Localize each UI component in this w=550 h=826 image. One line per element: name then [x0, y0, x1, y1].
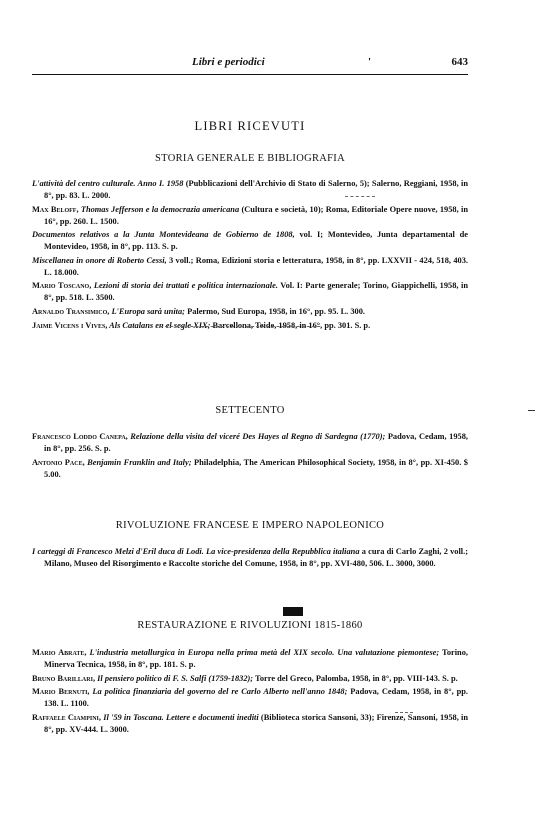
section-entries-settecento	[32, 431, 468, 482]
section-entries-rivoluzione-francese	[32, 546, 468, 572]
header-tick-mark: '	[368, 56, 372, 68]
bibliography-entry: Documentos relativos a la Junta Montevideana de Gobierno de 1808, vol. I; Montevideo, Junta departamental de Montevideo, 1958, in 8°, pp. 113. S. p.	[32, 230, 468, 252]
bibliography-entry: Antonio Pace, Benjamin Franklin and Italy; Philadelphia, The American Philosophical Society, 1958, in 8°, pp. XI-450. $ 5.00.	[32, 457, 468, 479]
redaction-mark	[283, 607, 303, 616]
bibliography-entry: Raffaele Ciampini, Il '59 in Toscana. Lettere e documenti inediti (Biblioteca storica Sansoni, 33); Firenze, Sansoni, 1958, in 8°, pp. XV-444. L. 3000.	[32, 712, 468, 734]
bibliography-entry: Mario Toscano, Lezioni di storia dei trattati e politica internazionale. Vol. I: Parte generale; Torino, Giappichelli, 1958, in 8°, pp. 518. L. 3500.	[32, 281, 468, 303]
bibliography-entry: Jaime Vicens i Vives, Als Catalans en el segle XIX; Barcellona, Teide, 1958, in 16°, pp. 301. S. p.	[32, 320, 371, 330]
bibliography-entry: Bruno Barillari, Il pensiero politico di F. S. Salfi (1759-1832); Torre del Greco, Palomba, 1958, in 8°, pp. VIII-143. S. p.	[32, 673, 458, 683]
bibliography-entry: L'attività del centro culturale. Anno I. 1958 (Pubblicazioni dell'Archivio di Stato di Salerno, 5); Salerno, Reggiani, 1958, in 8°, pp. 83. L. 2000.	[32, 179, 469, 200]
section-entries-restaurazione	[32, 647, 468, 737]
bibliography-entry: Francesco Loddo Canepa, Relazione della visita del viceré Des Hayes al Regno di Sardegna (1770); Padova, Cedam, 1958, in 8°, pp. 256. S. p.	[32, 432, 468, 453]
scan-noise	[395, 712, 413, 713]
bibliography-entry: Max Beloff, Thomas Jefferson e la democrazia americana (Cultura e società, 10); Roma, Editoriale Opere nuove, 1958, in 16°, pp. 260. L. 1500.	[32, 204, 468, 226]
bibliography-entry: I carteggi di Francesco Melzi d'Eril duca di Lodi. La vice-presidenza della Repubblica italiana a cura di Carlo Zaghi, 2 voll.; Milano, Museo del Risorgimento e Raccolte storiche del Comune, 1958, in 8°, pp. XVI-480, 506. L. 3000, 3000.	[32, 547, 468, 568]
section-title-restaurazione: RESTAURAZIONE E RIVOLUZIONI 1815-1860	[137, 620, 363, 631]
page-number: 643	[451, 56, 468, 68]
section-title-storia-generale: STORIA GENERALE E BIBLIOGRAFIA	[155, 153, 345, 164]
header-rule	[32, 74, 468, 75]
section-title-settecento: SETTECENTO	[215, 405, 285, 416]
scan-noise	[345, 196, 375, 197]
bibliography-entry: Miscellanea in onore di Roberto Cessi, 3 voll.; Roma, Edizioni storia e letteratura, 1958, in 8°, pp. LXXVII - 424, 518, 403. L. 18.000.	[32, 255, 468, 277]
section-title-rivoluzione-francese: RIVOLUZIONE FRANCESE E IMPERO NAPOLEONICO	[115, 520, 385, 531]
scan-noise	[160, 326, 320, 327]
bibliography-entry: Mario Abrate, L'industria metallurgica in Europa nella prima metà del XIX secolo. Una valutazione piemontese; Torino, Minerva Tecnica, 1958, in 8°, pp. 181. S. p.	[32, 648, 468, 669]
bibliography-entry: Arnaldo Transimico, L'Europa sarà unita; Palermo, Sud Europa, 1958, in 16°, pp. 95. L. 300.	[32, 306, 366, 316]
main-title: LIBRI RICEVUTI	[194, 119, 306, 133]
bibliography-entry: Mario Bernuti, La politica finanziaria del governo del re Carlo Alberto nell'anno 1848; Padova, Cedam, 1958, in 8°, pp. 138. L. 1100.	[32, 687, 469, 709]
margin-mark	[528, 410, 535, 411]
running-title: Libri e periodici	[192, 56, 265, 68]
section-entries-storia-generale	[32, 178, 468, 333]
running-header	[32, 56, 468, 72]
